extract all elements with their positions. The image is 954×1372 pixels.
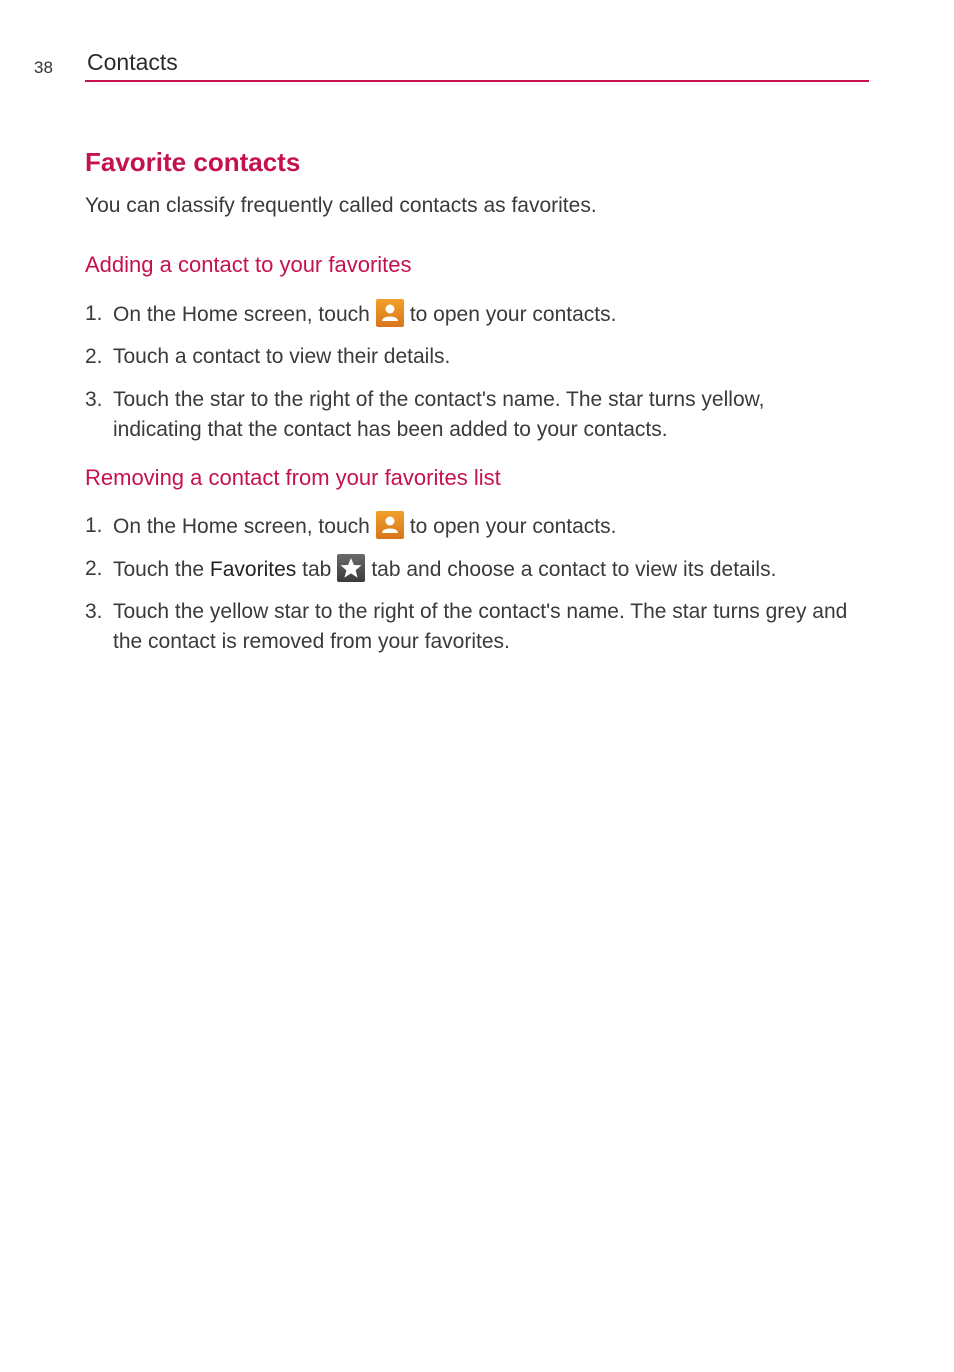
step-text-after: tab and choose a contact to view its details. xyxy=(371,558,777,581)
step-body xyxy=(113,299,855,330)
step-body xyxy=(113,554,855,585)
step-text: Touch the star to the right of the contact's name. The star turns yellow, indicating that the contact has been added to your contacts. xyxy=(113,388,765,441)
header-rule xyxy=(85,80,869,82)
favorites-tab-star-icon xyxy=(337,554,365,582)
step-text-after: to open your contacts. xyxy=(409,303,617,326)
removing-step-2 xyxy=(85,554,855,585)
step-number: 2. xyxy=(85,345,103,368)
step-text-before: Touch the xyxy=(113,558,205,581)
section-label: Contacts xyxy=(87,49,178,75)
adding-heading: Adding a contact to your favorites xyxy=(85,252,412,277)
intro-text: You can classify frequently called contacts as favorites. xyxy=(85,194,597,217)
contacts-app-icon xyxy=(376,299,404,327)
step-text-middle: tab xyxy=(302,558,332,581)
contacts-app-icon xyxy=(376,511,404,539)
step-number: 2. xyxy=(85,557,103,580)
step-text: Touch the yellow star to the right of the contact's name. The star turns grey and the contact is removed from your favorites. xyxy=(113,600,848,653)
page-title: Favorite contacts xyxy=(85,147,301,177)
favorites-label: Favorites xyxy=(209,558,297,581)
removing-step-1 xyxy=(85,511,855,542)
removing-step-3 xyxy=(85,597,855,657)
adding-step-2 xyxy=(85,342,855,372)
step-text: Touch a contact to view their details. xyxy=(113,345,451,368)
step-number: 3. xyxy=(85,600,103,623)
adding-step-3 xyxy=(85,385,855,445)
step-text-after: to open your contacts. xyxy=(409,515,617,538)
step-text-before: On the Home screen, touch xyxy=(113,515,370,538)
adding-step-1 xyxy=(85,299,855,330)
step-text-before: On the Home screen, touch xyxy=(113,303,370,326)
step-body xyxy=(113,511,855,542)
step-number: 1. xyxy=(85,514,103,537)
page-number: 38 xyxy=(34,58,53,77)
step-number: 3. xyxy=(85,388,103,411)
removing-heading: Removing a contact from your favorites list xyxy=(85,465,501,490)
step-number: 1. xyxy=(85,302,103,325)
